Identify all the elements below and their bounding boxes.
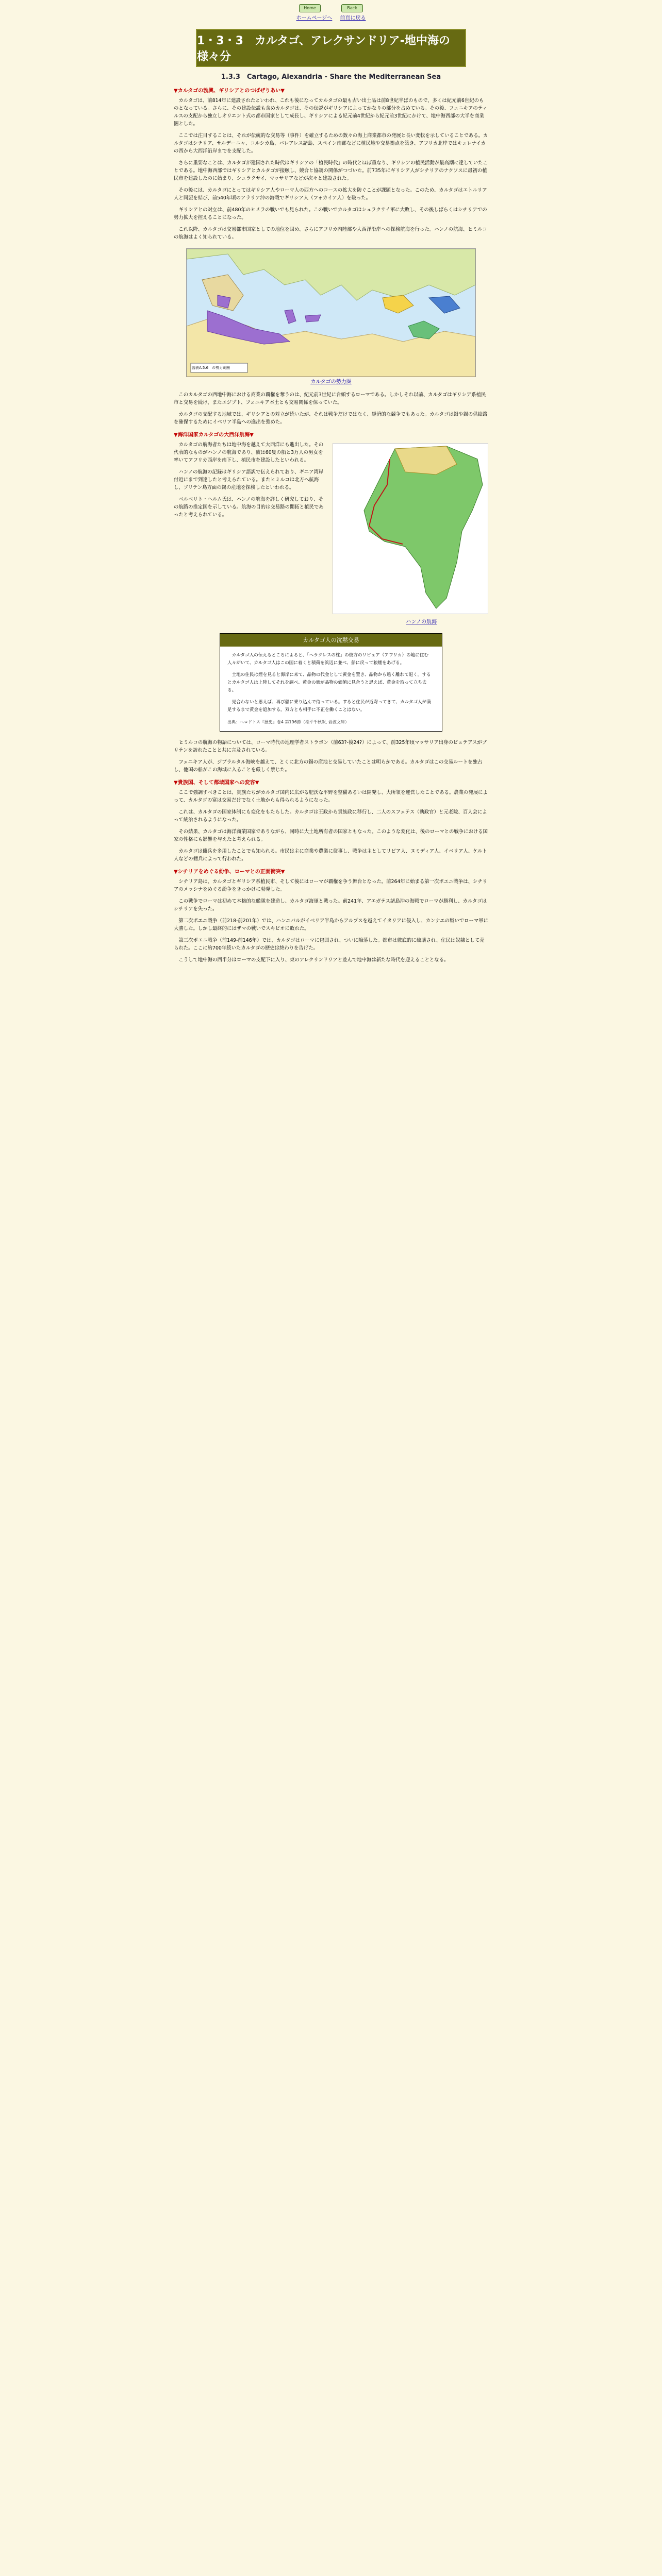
paragraph: ハンノの航海の記録はギリシア語訳で伝えられており、ギニア湾岸付近にまで到達したと考えられている。またヒミルコは北方へ航海し、ブリテン島方面の錫の産地を探検したといわれる。 (174, 469, 324, 490)
section-heading: ▼海洋国家カルタゴの大西洋航海▼ (174, 432, 254, 438)
paragraph: このカルタゴの西地中海における商業の覇権を奪うのは、紀元前3世紀に台頭するローマである。しかしそれ以前、カルタゴはギリシア系植民市と交易を続け、またエジプト、フェニキア本土とも交易関係を保っていた。 (174, 392, 486, 405)
box-title: カルタゴ人の沈黙交易 (220, 634, 442, 647)
paragraph: ベルベリト・ヘルム氏は、ハンノの航海を詳しく研究しており、その航路の推定図を示している。航海の目的は交易路の開拓と植民であったと考えられている。 (174, 497, 324, 518)
voyage-map-graphic (333, 444, 488, 614)
back-icon[interactable]: Back (341, 4, 363, 12)
home-link[interactable]: ホームページへ (296, 15, 333, 21)
paragraph: 第三次ポエニ戦争（前149-前146年）では、カルタゴはローマに包囲され、ついに陥落した。都市は徹底的に破壊され、住民は奴隷として売られた。ここに約700年続いたカルタゴの歴史は終わりを告げた。 (174, 938, 485, 951)
hanno-voyage-map (333, 443, 488, 614)
voyage-map-caption-link[interactable]: ハンノの航海 (406, 619, 437, 625)
back-link[interactable]: 前頁に戻る (340, 15, 366, 21)
paragraph: ここでは注目することは、それが伝統的な交易等（事件）を確立するための数々の海上商業都市の発展と長い変転を示していることである。カルタゴはシチリア、サルデーニャ、コルシカ島、バレアレス諸島、スペイン南部などに植民地や交易拠点を築き、アフリカ北岸ではキュレナイカの西から大西洋沿岸までを支配した。 (174, 133, 488, 154)
paragraph: これは、カルタゴの国家体制にも変化をもたらした。カルタゴは王政から貴族政に移行し、二人のスフェテス（執政官）と元老院、百人会によって統治されるようになった。 (174, 809, 487, 823)
top-navigation (0, 0, 662, 25)
box-source: 出典：ヘロドトス『歴史』巻4 第196節（松平千秋訳, 岩波文庫） (227, 720, 349, 724)
carthage-territory-map (186, 248, 476, 377)
map-graphic (187, 249, 475, 377)
paragraph: この戦争でローマは初めて本格的な艦隊を建造し、カルタゴ海軍と戦った。前241年、アエガテス諸島沖の海戦でローマが勝利し、カルタゴはシチリアを失った。 (174, 899, 487, 912)
paragraph: ここで強調すべきことは、貴族たちがカルタゴ国内に広がる肥沃な平野を整備あるいは開発し、大所領を運営したことである。農業の発展によって、カルタゴの富は交易だけでなく土地からも得られるようになった。 (174, 790, 488, 803)
paragraph: さらに重要なことは、カルタゴが建国された時代はギリシアの「植民時代」の時代とほぼ重なり、ギリシアの植民活動が最高潮に達していたことである。地中海西部ではギリシアとカルタゴが接触し、競合と協調の関係がつづいた。前735年にギリシア人がシチリアのナクソスに最初の植民市を建設したのに始まり、シュラクサイ、マッサリアなどが次々と建設された。 (174, 160, 488, 181)
paragraph: その結果、カルタゴは海洋商業国家でありながら、同時に大土地所有者の国家ともなった。このような変化は、後のローマとの戦争における国家の性格にも影響を与えたと考えられる。 (174, 829, 488, 842)
paragraph: ギリシアとの対立は、前480年のヒメラの戦いでも見られた。この戦いでカルタゴはシュラクサイ軍に大敗し、その後しばらくはシチリアでの勢力拡大を控えることになった。 (174, 207, 487, 221)
paragraph: ヒミルコの航海の物語については、ローマ時代の地理学者ストラボン（前63?-後24?）によって、前325年頃マッサリア出身のピュテアスがブリテンを訪れたことと共に言及されている。 (174, 740, 487, 753)
voyage-section (174, 441, 488, 618)
paragraph: カルタゴの航海者たちは地中海を越えて大西洋にも進出した。その代表的なものがハンノの航海であり、彼は60隻の船と3万人の男女を率いてアフリカ西岸を南下し、植民市を建設したといわれる。 (174, 442, 324, 463)
page-title: 1・3・3 カルタゴ、アレクサンドリア-地中海の様々分 (196, 29, 466, 67)
paragraph: 第二次ポエニ戦争（前218-前201年）では、ハンニバルがイベリア半島からアルプスを越えてイタリアに侵入し、カンナエの戦いでローマ軍に大勝した。しかし最終的にはザマの戦いでスキピオに敗れた。 (174, 918, 488, 931)
page-subtitle: 1.3.3 Cartago, Alexandria - Share the Mediterranean Sea (221, 73, 441, 81)
paragraph: これ以降、カルタゴは交易都市国家としての地位を固め、さらにアフリカ内陸部や大西洋沿岸への探検航海を行った。ハンノの航海、ヒミルコの航海はよく知られている。 (174, 227, 487, 240)
paragraph: フェニキア人が、ジブラルタル海峡を越えて、とくに北方の錫の産地と交易していたことは明らかである。カルタゴはこの交易ルートを独占し、他国の船がこの海域に入ることを厳しく禁じた。 (174, 759, 483, 773)
paragraph: カルタゴは傭兵を多用したことでも知られる。市民は主に商業や農業に従事し、戦争は主としてリビア人、ヌミディア人、イベリア人、ケルト人などの傭兵によって行われた。 (174, 849, 487, 862)
section-heading: ▼貴族国、そして都域国家への変容▼ (174, 780, 259, 786)
box-paragraph: 土地の住民は煙を見ると海岸に来て、品物の代金として黄金を置き、品物から遠く離れて退く。するとカルタゴ人は上陸してそれを調べ、黄金の量が品物の価値に見合うと思えば、黄金を取って立ち去る。 (227, 672, 431, 693)
paragraph: その後には、カルタゴにとってはギリシア人やローマ人の西方へのコースの拡大を防ぐことが課題となった。このため、カルタゴはエトルリア人と同盟を結び、前540年頃のアラリア沖の海戦でギリシア人（フォカイア人）を破った。 (174, 188, 487, 201)
paragraph: カルタゴの支配する地域では、ギリシアとの対立が続いたが、それは戦争だけではなく、経済的な競争でもあった。カルタゴは銀や錫の供給路を確保するためにイベリア半島への進出を強めた。 (174, 412, 488, 425)
main-content (174, 87, 488, 964)
paragraph: カルタゴは、前814年に建設されたといわれ、これも後になってカルタゴの最も古い出土品は前8世紀半ばのもので、多くは紀元前6世紀のものとなっている。さらに、その建設伝説も含めカルタゴは、その伝説がギリシアによってかなりの部分を占めている。その後、フェニキアのティルスの支配から独立しオリエント式の都市国家として成長し、ギリシアによる紀元前4世紀から紀元前3世紀にかけて、地中海西部の大半を商業圏とした。 (174, 98, 487, 127)
paragraph: シチリア島は、カルタゴとギリシア系植民市、そして後にはローマが覇権を争う舞台となった。前264年に始まる第一次ポエニ戦争は、シチリアのメッシナをめぐる紛争をきっかけに勃発した。 (174, 879, 488, 892)
home-icon[interactable]: Home (299, 4, 321, 12)
section-heading: ▼カルタゴの勃興、ギリシアとのつばぜりあい▼ (174, 88, 285, 94)
silent-trade-box (220, 633, 442, 732)
box-paragraph: 見合わないと思えば、再び船に乗り込んで待っている。すると住民が近寄ってきて、カルタゴ人が満足するまで黄金を追加する。双方とも相手に不正を働くことはない。 (227, 700, 431, 713)
box-paragraph: カルタゴ人の伝えるところによると、「ヘラクレスの柱」の彼方のリビュア（アフリカ）の地に住む人々がいて、カルタゴ人はこの国に着くと積荷を浜辺に並べ、船に戻って狼煙をあげる。 (227, 653, 428, 666)
map-caption-link[interactable]: カルタゴの勢力圏 (310, 379, 352, 385)
paragraph: こうして地中海の西半分はローマの支配下に入り、東のアレクサンドリアと並んで地中海は新たな時代を迎えることとなる。 (178, 957, 449, 963)
section-heading: ▼シチリアをめぐる紛争、ローマとの正面衝突▼ (174, 869, 285, 875)
map-legend: 図表A.5.6 の勢力範囲 (192, 366, 230, 370)
